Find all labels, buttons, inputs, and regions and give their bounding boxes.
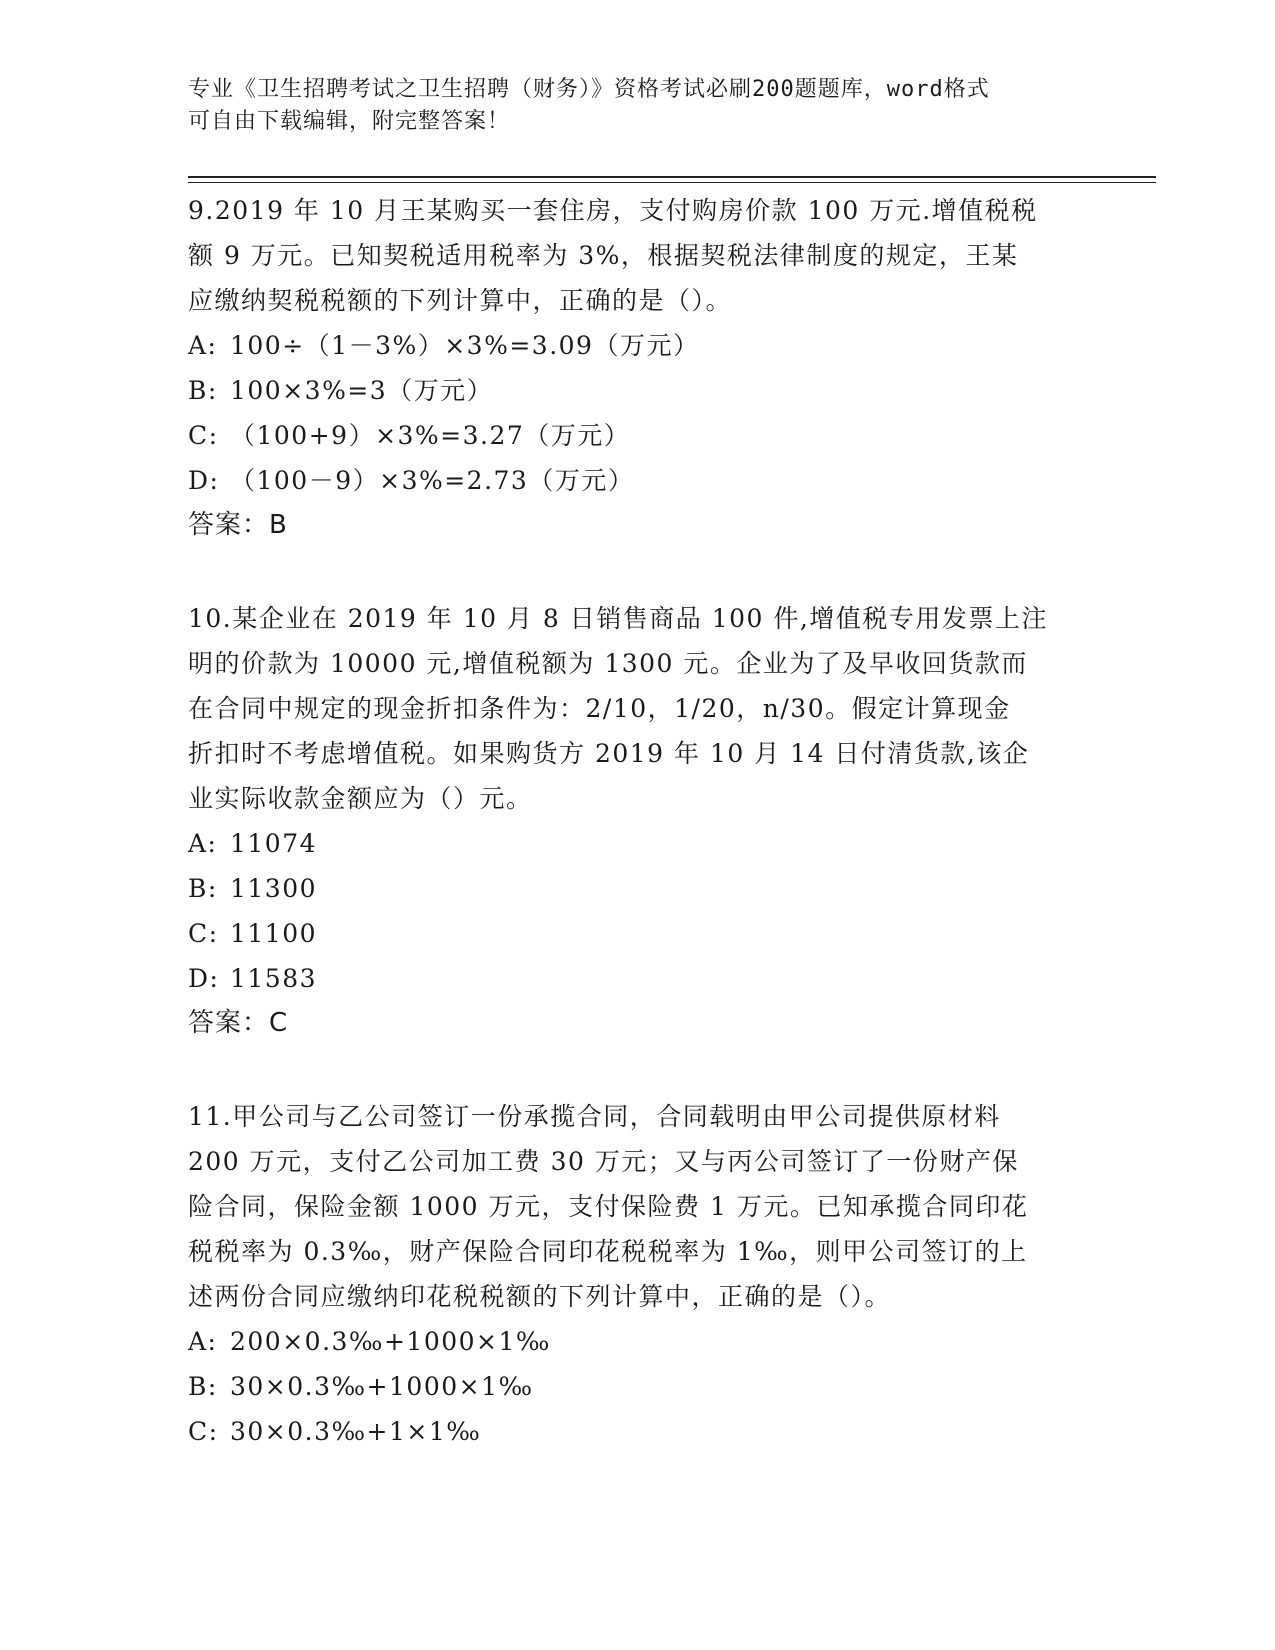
option-label: C: <box>188 1417 219 1446</box>
question-block <box>188 188 1078 548</box>
option-text: 11100 <box>230 919 318 948</box>
answer-option <box>188 1409 1078 1454</box>
question-stem-line: 折扣时不考虑增值税。如果购货方 2019 年 10 月 14 日付清货款,该企 <box>188 739 1030 768</box>
question-stem-line: 明的价款为 10000 元,增值税额为 1300 元。企业为了及早收回货款而 <box>188 649 1028 678</box>
answer-option <box>188 1364 1078 1409</box>
answer-option <box>188 956 1078 1001</box>
option-text: 30×0.3‰+1000×1‰ <box>230 1372 534 1401</box>
question-stem-line: 在合同中规定的现金折扣条件为：2/10，1/20，n/30。假定计算现金 <box>188 694 1011 723</box>
answer-option <box>188 821 1078 866</box>
header-line-1: 专业《卫生招聘考试之卫生招聘（财务）》资格考试必刷200题题库，word格式 <box>188 77 990 102</box>
document-header <box>188 74 1068 138</box>
question-stem-line: 税税率为 0.3‰，财产保险合同印花税税率为 1‰，则甲公司签订的上 <box>188 1237 1028 1266</box>
question-stem-line: 9.2019 年 10 月王某购买一套住房，支付购房价款 100 万元.增值税税 <box>188 196 1038 225</box>
answer-key: 答案：B <box>188 510 288 540</box>
option-text: 30×0.3‰+1×1‰ <box>230 1417 482 1446</box>
answer-option <box>188 368 1078 413</box>
option-text: 11300 <box>230 874 318 903</box>
answer-option <box>188 323 1078 368</box>
answer-option <box>188 911 1078 956</box>
question-stem <box>188 1094 1078 1319</box>
question-stem-line: 应缴纳契税税额的下列计算中，正确的是（）。 <box>188 286 733 315</box>
option-text: 11074 <box>230 829 318 858</box>
question-list <box>188 188 1078 1502</box>
option-text: （100－9）×3%=2.73（万元） <box>230 466 635 495</box>
option-label: B: <box>188 874 218 903</box>
answer-option <box>188 413 1078 458</box>
option-text: 200×0.3‰+1000×1‰ <box>230 1327 551 1356</box>
option-label: A: <box>188 1327 218 1356</box>
question-stem-line: 额 9 万元。已知契税适用税率为 3%，根据契税法律制度的规定，王某 <box>188 241 1019 270</box>
option-label: A: <box>188 829 218 858</box>
option-label: D: <box>188 964 220 993</box>
answer-option <box>188 866 1078 911</box>
option-text: （100+9）×3%=3.27（万元） <box>230 421 631 450</box>
option-text: 100÷（1－3%）×3%=3.09（万元） <box>230 331 700 360</box>
option-label: B: <box>188 376 218 405</box>
question-stem-line: 10.某企业在 2019 年 10 月 8 日销售商品 100 件,增值税专用发票上注 <box>188 604 1048 633</box>
question-stem <box>188 188 1078 323</box>
option-label: B: <box>188 1372 218 1401</box>
question-block <box>188 1094 1078 1454</box>
header-line-2: 可自由下载编辑，附完整答案！ <box>188 109 511 134</box>
question-stem-line: 200 万元，支付乙公司加工费 30 万元；又与丙公司签订了一份财产保 <box>188 1147 1019 1176</box>
option-label: A: <box>188 331 218 360</box>
question-stem-line: 11.甲公司与乙公司签订一份承揽合同，合同载明由甲公司提供原材料 <box>188 1102 1001 1131</box>
question-block <box>188 596 1078 1046</box>
header-divider-thin <box>188 182 1156 183</box>
question-stem <box>188 596 1078 821</box>
answer-option <box>188 1319 1078 1364</box>
option-label: C: <box>188 421 219 450</box>
option-text: 100×3%=3（万元） <box>230 376 494 405</box>
option-label: D: <box>188 466 220 495</box>
question-stem-line: 险合同，保险金额 1000 万元，支付保险费 1 万元。已知承揽合同印花 <box>188 1192 1029 1221</box>
option-text: 11583 <box>230 964 318 993</box>
question-stem-line: 述两份合同应缴纳印花税税额的下列计算中，正确的是（）。 <box>188 1282 892 1311</box>
answer-key: 答案：C <box>188 1008 289 1038</box>
question-stem-line: 业实际收款金额应为（）元。 <box>188 784 533 813</box>
answer-option <box>188 458 1078 503</box>
header-divider-thick <box>188 176 1156 178</box>
option-label: C: <box>188 919 219 948</box>
